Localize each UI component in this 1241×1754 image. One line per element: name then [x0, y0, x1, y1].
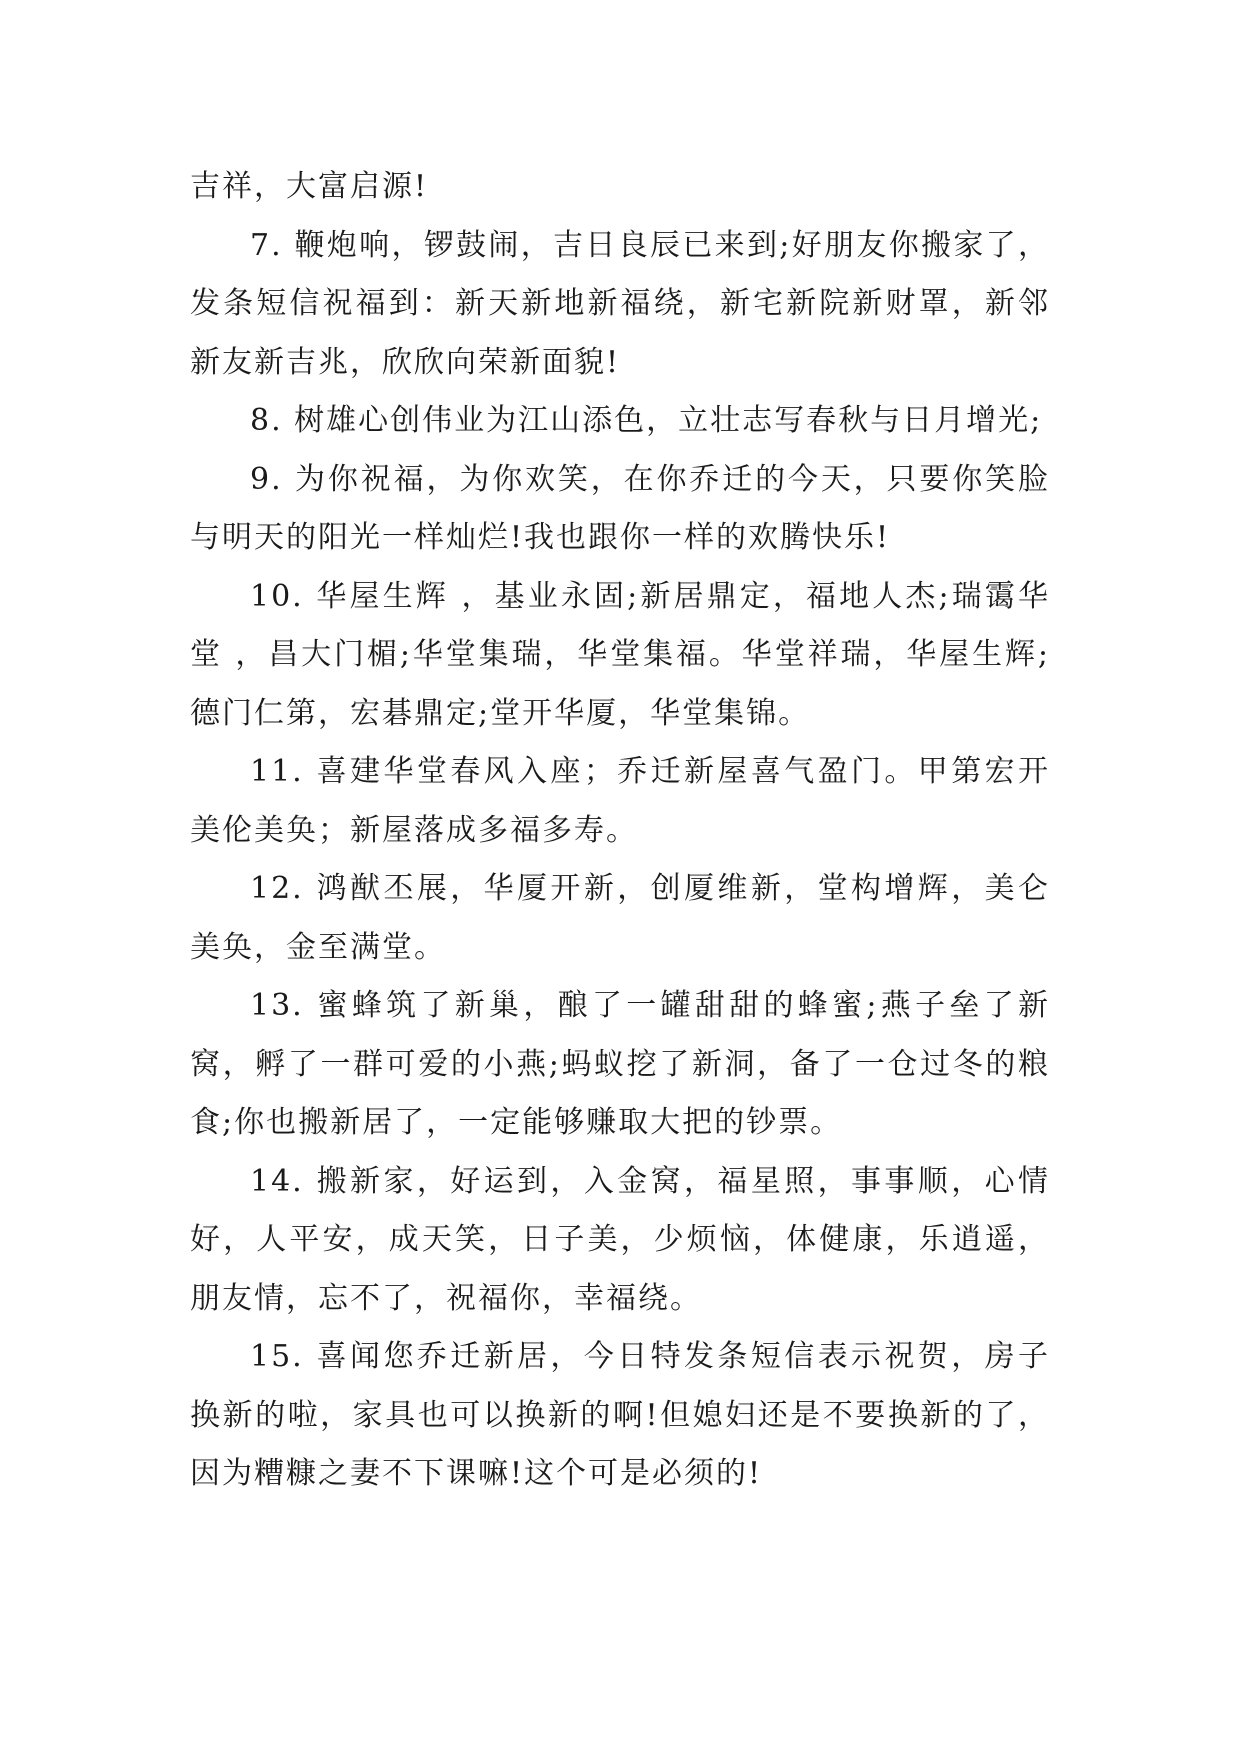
paragraph-item-11: 11. 喜建华堂春风入座；乔迁新屋喜气盈门。甲第宏开美伦美奂；新屋落成多福多寿。 [190, 754, 1050, 848]
paragraph-item-15: 15. 喜闻您乔迁新居，今日特发条短信表示祝贺，房子换新的啦，家具也可以换新的啊!但媳妇还是不要换新的了，因为糟糠之妻不下课嘛!这个可是必须的! [190, 1339, 1050, 1491]
paragraph-item-8: 8. 树雄心创伟业为江山添色，立壮志写春秋与日月增光; [250, 403, 1043, 438]
paragraph-continuation: 吉祥，大富启源! [190, 169, 429, 204]
paragraph-item-14: 14. 搬新家，好运到，入金窝，福星照，事事顺，心情好，人平安，成天笑，日子美，少烦恼，体健康，乐逍遥，朋友情，忘不了，祝福你，幸福绕。 [190, 1163, 1050, 1316]
paragraph-item-12: 12. 鸿猷丕展，华厦开新，创厦维新，堂构增辉，美仑美奂，金至满堂。 [190, 871, 1050, 965]
document-body [190, 158, 1050, 1504]
paragraph-item-10: 10. 华屋生辉 ，基业永固;新居鼎定，福地人杰;瑞霭华堂 ，昌大门楣;华堂集瑞，华堂集福。华堂祥瑞，华屋生辉;德门仁第，宏碁鼎定;堂开华厦，华堂集锦。 [190, 578, 1050, 731]
paragraph-item-13: 13. 蜜蜂筑了新巢，酿了一罐甜甜的蜂蜜;燕子垒了新窝，孵了一群可爱的小燕;蚂蚁挖了新洞，备了一仓过冬的粮食;你也搬新居了，一定能够赚取大把的钞票。 [190, 988, 1050, 1140]
paragraph-item-7: 7. 鞭炮响，锣鼓闹，吉日良辰已来到;好朋友你搬家了，发条短信祝福到：新天新地新福绕，新宅新院新财罩，新邻新友新吉兆，欣欣向荣新面貌! [190, 227, 1050, 380]
paragraph-item-9: 9. 为你祝福，为你欢笑，在你乔迁的今天，只要你笑脸与明天的阳光一样灿烂!我也跟你一样的欢腾快乐! [190, 461, 1050, 555]
